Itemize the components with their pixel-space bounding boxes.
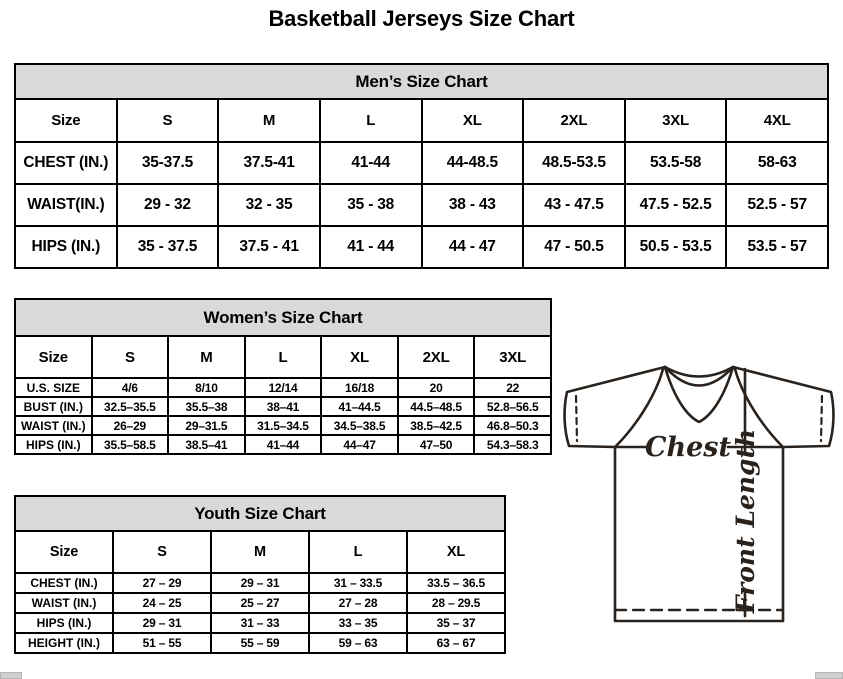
value-cell: 28 – 29.5: [407, 593, 505, 613]
table-row: [15, 593, 505, 613]
column-header-row: [15, 336, 551, 378]
value-cell: 29 – 31: [211, 573, 309, 593]
table-row: [15, 633, 505, 653]
value-cell: 48.5-53.5: [523, 142, 625, 184]
column-header-row: [15, 99, 828, 142]
row-label: HEIGHT (IN.): [15, 633, 113, 653]
value-cell: 24 – 25: [113, 593, 211, 613]
row-label: HIPS (IN.): [15, 435, 92, 454]
value-cell: 35 - 37.5: [117, 226, 219, 268]
value-cell: 29 – 31: [113, 613, 211, 633]
value-cell: 46.8–50.3: [474, 416, 551, 435]
value-cell: 26–29: [92, 416, 169, 435]
value-cell: 52.8–56.5: [474, 397, 551, 416]
value-cell: 27 – 28: [309, 593, 407, 613]
value-cell: 29 - 32: [117, 184, 219, 226]
value-cell: 41-44: [320, 142, 422, 184]
column-header-3xl: 3XL: [625, 99, 727, 142]
mens-chart-title: Men’s Size Chart: [15, 64, 828, 99]
column-header-m: M: [168, 336, 245, 378]
row-label: BUST (IN.): [15, 397, 92, 416]
value-cell: 25 – 27: [211, 593, 309, 613]
column-header-2xl: 2XL: [523, 99, 625, 142]
column-header-s: S: [117, 99, 219, 142]
value-cell: 44 - 47: [422, 226, 524, 268]
column-header-m: M: [218, 99, 320, 142]
row-label: CHEST (IN.): [15, 573, 113, 593]
column-header-m: M: [211, 531, 309, 573]
row-label: U.S. SIZE: [15, 378, 92, 397]
table-row: [15, 226, 828, 268]
value-cell: 47–50: [398, 435, 475, 454]
value-cell: 59 – 63: [309, 633, 407, 653]
value-cell: 41 - 44: [320, 226, 422, 268]
mens-size-chart-table: [14, 63, 829, 269]
column-header-s: S: [113, 531, 211, 573]
page-title: Basketball Jerseys Size Chart: [268, 6, 575, 31]
youth-size-chart-table: [14, 495, 506, 654]
table-row: [15, 142, 828, 184]
column-header-s: S: [92, 336, 169, 378]
value-cell: 35.5–58.5: [92, 435, 169, 454]
value-cell: 12/14: [245, 378, 322, 397]
column-header-xl: XL: [422, 99, 524, 142]
column-header-3xl: 3XL: [474, 336, 551, 378]
value-cell: 31 – 33.5: [309, 573, 407, 593]
value-cell: 58-63: [726, 142, 828, 184]
row-label: HIPS (IN.): [15, 226, 117, 268]
table-row: [15, 573, 505, 593]
value-cell: 34.5–38.5: [321, 416, 398, 435]
table-row: [15, 378, 551, 397]
column-header-xl: XL: [321, 336, 398, 378]
column-header-size: Size: [15, 336, 92, 378]
value-cell: 35 - 38: [320, 184, 422, 226]
value-cell: 41–44: [245, 435, 322, 454]
scrollbar-fragment-left[interactable]: [0, 672, 22, 679]
value-cell: 35.5–38: [168, 397, 245, 416]
value-cell: 44–47: [321, 435, 398, 454]
value-cell: 38.5–42.5: [398, 416, 475, 435]
jersey-outline: [565, 367, 834, 621]
value-cell: 44.5–48.5: [398, 397, 475, 416]
column-header-l: L: [309, 531, 407, 573]
value-cell: 44-48.5: [422, 142, 524, 184]
womens-size-chart-table: [14, 298, 552, 455]
value-cell: 53.5-58: [625, 142, 727, 184]
value-cell: 8/10: [168, 378, 245, 397]
value-cell: 33.5 – 36.5: [407, 573, 505, 593]
row-label: CHEST (IN.): [15, 142, 117, 184]
value-cell: 31.5–34.5: [245, 416, 322, 435]
value-cell: 37.5-41: [218, 142, 320, 184]
value-cell: 47.5 - 52.5: [625, 184, 727, 226]
value-cell: 43 - 47.5: [523, 184, 625, 226]
value-cell: 38.5–41: [168, 435, 245, 454]
table-row: [15, 184, 828, 226]
youth-chart-title: Youth Size Chart: [15, 496, 505, 531]
table-row: [15, 435, 551, 454]
value-cell: 32 - 35: [218, 184, 320, 226]
table-row: [15, 397, 551, 416]
column-header-l: L: [320, 99, 422, 142]
value-cell: 29–31.5: [168, 416, 245, 435]
value-cell: 31 – 33: [211, 613, 309, 633]
value-cell: 54.3–58.3: [474, 435, 551, 454]
value-cell: 32.5–35.5: [92, 397, 169, 416]
value-cell: 38 - 43: [422, 184, 524, 226]
column-header-size: Size: [15, 99, 117, 142]
chest-label: Chest: [645, 432, 731, 463]
scrollbar-fragment-right[interactable]: [815, 672, 843, 679]
value-cell: 41–44.5: [321, 397, 398, 416]
value-cell: 52.5 - 57: [726, 184, 828, 226]
row-label: WAIST (IN.): [15, 416, 92, 435]
value-cell: 55 – 59: [211, 633, 309, 653]
left-cuff-stitch-line: [576, 396, 577, 441]
value-cell: 16/18: [321, 378, 398, 397]
row-label: WAIST (IN.): [15, 593, 113, 613]
value-cell: 38–41: [245, 397, 322, 416]
front-length-label: Front Length: [731, 428, 760, 614]
value-cell: 33 – 35: [309, 613, 407, 633]
value-cell: 53.5 - 57: [726, 226, 828, 268]
row-label: HIPS (IN.): [15, 613, 113, 633]
value-cell: 35 – 37: [407, 613, 505, 633]
value-cell: 37.5 - 41: [218, 226, 320, 268]
value-cell: 20: [398, 378, 475, 397]
value-cell: 63 – 67: [407, 633, 505, 653]
womens-chart-title: Women’s Size Chart: [15, 299, 551, 336]
table-row: [15, 613, 505, 633]
right-cuff-stitch-line: [821, 396, 822, 441]
row-label: WAIST(IN.): [15, 184, 117, 226]
value-cell: 27 – 29: [113, 573, 211, 593]
value-cell: 51 – 55: [113, 633, 211, 653]
column-header-l: L: [245, 336, 322, 378]
table-row: [15, 416, 551, 435]
value-cell: 22: [474, 378, 551, 397]
value-cell: 4/6: [92, 378, 169, 397]
jersey-measurement-diagram: [556, 358, 843, 634]
value-cell: 47 - 50.5: [523, 226, 625, 268]
column-header-size: Size: [15, 531, 113, 573]
column-header-xl: XL: [407, 531, 505, 573]
column-header-2xl: 2XL: [398, 336, 475, 378]
jersey-illustration: [556, 358, 843, 634]
column-header-row: [15, 531, 505, 573]
value-cell: 50.5 - 53.5: [625, 226, 727, 268]
value-cell: 35-37.5: [117, 142, 219, 184]
column-header-4xl: 4XL: [726, 99, 828, 142]
